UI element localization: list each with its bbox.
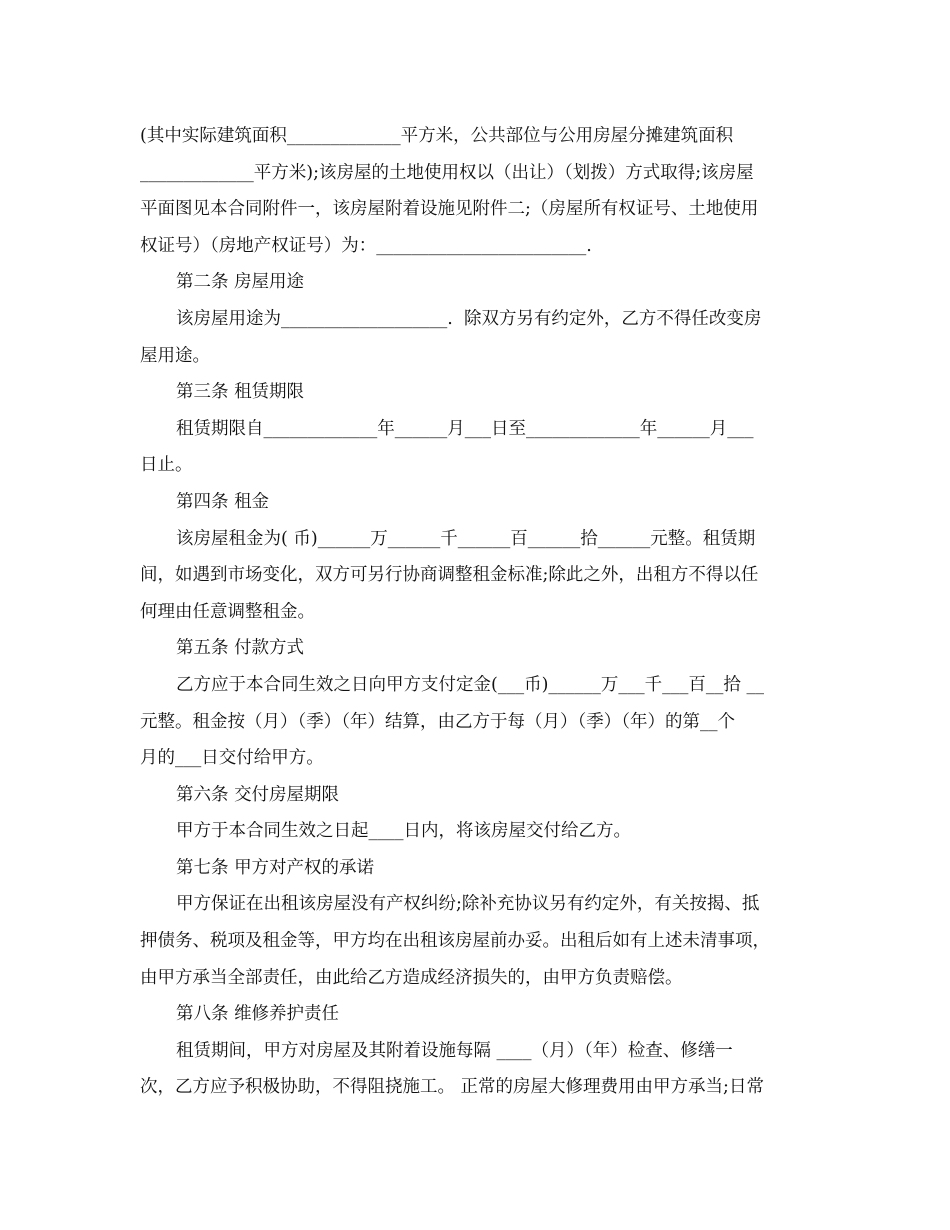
text-line: 租赁期限自_____________年______月___日至_____________年______月___ — [176, 418, 754, 439]
text-line: 何理由任意调整租金。 — [140, 601, 315, 622]
text-line: 押债务、税项及租金等，甲方均在出租该房屋前办妥。出租后如有上述未清事项， — [140, 931, 770, 952]
article-heading: 第七条 甲方对产权的承诺 — [176, 857, 375, 878]
article-heading: 第八条 维修养护责任 — [176, 1004, 340, 1025]
text-line: (其中实际建筑面积_____________平方米，公共部位与公用房屋分摊建筑面积 — [140, 126, 734, 146]
text-line: 月的___日交付给甲方。 — [140, 748, 324, 769]
text-line: 乙方应于本合同生效之日向甲方支付定金(___币)______万___千___百__拾 __ — [176, 674, 764, 695]
text-line: 日止。 — [140, 455, 193, 476]
article-heading: 第二条 房屋用途 — [176, 272, 305, 293]
article-heading: 第三条 租赁期限 — [176, 382, 305, 403]
article-heading: 第四条 租金 — [176, 491, 270, 512]
text-line: 该房屋用途为___________________. 除双方另有约定外，乙方不得任改变房 — [176, 308, 762, 329]
text-line: 甲方保证在出租该房屋没有产权纠纷;除补充协议另有约定外，有关按揭、抵 — [176, 894, 760, 915]
contract-body — [140, 118, 812, 1106]
text-line: 屋用途。 — [140, 345, 210, 366]
text-line: 租赁期间，甲方对房屋及其附着设施每隔 ____（月）（年）检查、修缮一 — [176, 1040, 733, 1061]
text-line: 由甲方承当全部责任，由此给乙方造成经济损失的，由甲方负责赔偿。 — [140, 967, 683, 988]
text-line: 间，如遇到市场变化，双方可另行协商调整租金标准;除此之外，出租方不得以任 — [140, 565, 759, 586]
text-line: _____________平方米);该房屋的土地使用权以（出让）（划拨）方式取得;该房屋 — [140, 162, 754, 183]
text-line: 元整。租金按（月）（季）（年）结算，由乙方于每（月）（季）（年）的第__个 — [140, 711, 735, 732]
text-line: 权证号）（房地产权证号）为：________________________. — [140, 235, 592, 256]
text-line: 次，乙方应予积极协助，不得阻挠施工。 正常的房屋大修理费用由甲方承当;日常 — [140, 1077, 764, 1098]
text-line: 该房屋租金为( 币)______万______千______百______拾______元整。租赁期 — [176, 528, 756, 549]
article-heading: 第六条 交付房屋期限 — [176, 784, 340, 805]
article-heading: 第五条 付款方式 — [176, 638, 305, 659]
text-line: 平面图见本合同附件一，该房屋附着设施见附件二;（房屋所有权证号、土地使用 — [140, 199, 759, 220]
text-line: 甲方于本合同生效之日起____日内，将该房屋交付给乙方。 — [176, 821, 631, 842]
